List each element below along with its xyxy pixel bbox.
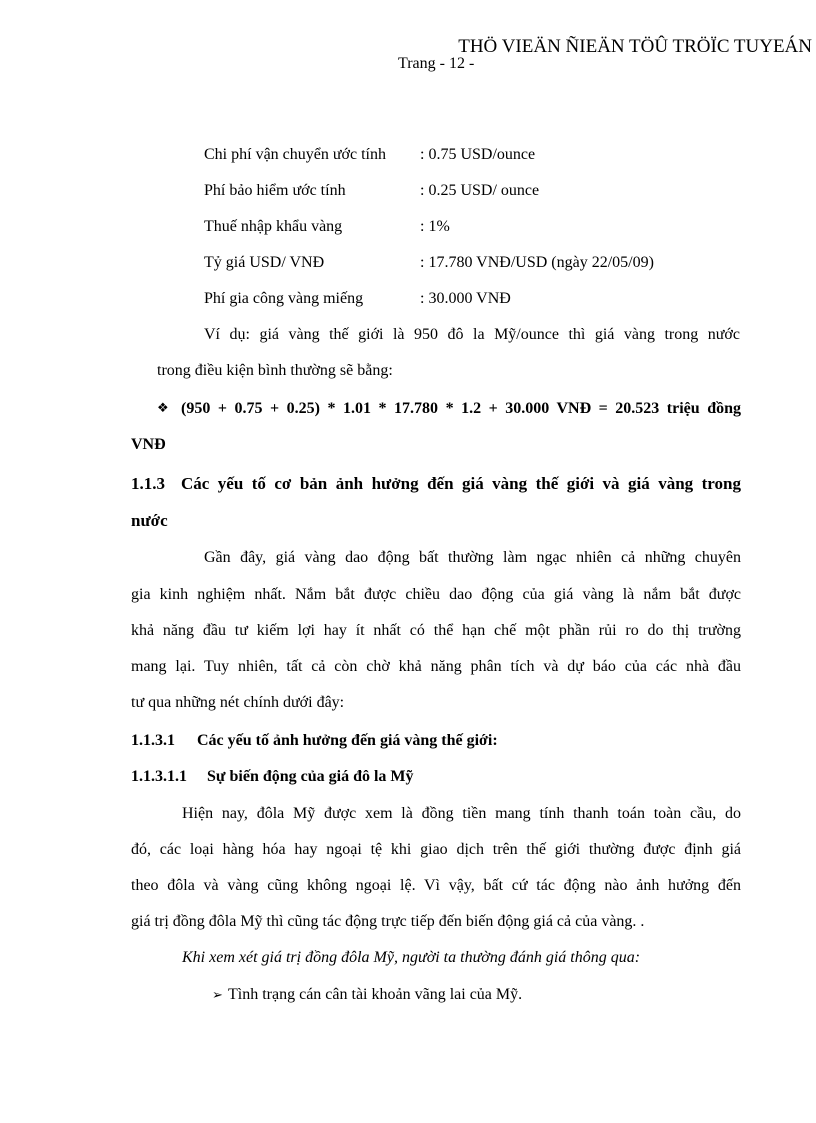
diamond-bullet-icon: ❖ [157,401,169,416]
subsection-heading [131,731,498,751]
library-header: THÖ VIEÄN ÑIEÄN TÖÛ TRÖÏC TUYEÁN [458,36,812,57]
paragraph-line: khả năng đầu tư kiếm lợi hay ít nhất có thể hạn chế một phần rủi ro do thị trường [131,622,741,639]
param-label: Phí gia công vàng miếng [204,290,364,307]
subsubsection-title: Sự biến động của giá đô la Mỹ [207,768,414,785]
param-label: Phí bảo hiểm ước tính [204,182,346,199]
param-row [204,145,535,165]
param-value: : 1% [420,218,450,235]
paragraph-line: đó, các loại hàng hóa hay ngoại tệ khi giao dịch trên thế giới thường được định giá [131,841,741,858]
example-line: Ví dụ: giá vàng thế giới là 950 đô la Mỹ/ounce thì giá vàng trong nước [204,326,740,343]
param-value: : 0.75 USD/ounce [420,146,536,163]
formula-text: (950 + 0.75 + 0.25) * 1.01 * 17.780 * 1.2 + 30.000 VNĐ = 20.523 triệu đồng [181,400,741,417]
section-heading-cont: nước [131,511,168,530]
paragraph-line: Hiện nay, đôla Mỹ được xem là đồng tiền mang tính thanh toán toàn cầu, do [182,805,741,822]
param-label: Chi phí vận chuyển ước tính [204,146,386,163]
param-row [204,289,511,309]
paragraph-line: Gần đây, giá vàng dao động bất thường làm ngạc nhiên cả những chuyên [204,549,741,566]
param-value: : 0.25 USD/ ounce [420,182,540,199]
example-line: trong điều kiện bình thường sẽ bằng: [157,362,393,379]
subsubsection-heading [131,767,414,787]
page-number: Trang - 12 - [398,55,475,72]
param-label: Thuế nhập khẩu vàng [204,218,343,235]
param-row [204,217,450,237]
param-row [204,253,654,273]
subsubsection-number: 1.1.3.1.1 [131,768,187,785]
paragraph-line: theo đôla và vàng cũng không ngoại lệ. Vì vậy, bất cứ tác động nào ảnh hưởng đến [131,877,741,894]
paragraph-line: tư qua những nét chính dưới đây: [131,694,345,711]
arrow-list-item [212,985,522,1006]
param-value: : 17.780 VNĐ/USD (ngày 22/05/09) [420,254,654,271]
param-value: : 30.000 VNĐ [420,290,511,307]
subsection-title: Các yếu tố ảnh hưởng đến giá vàng thế giới: [197,732,498,749]
arrow-bullet-icon: ➢ [212,988,223,1003]
section-title: Các yếu tố cơ bản ảnh hưởng đến giá vàng thế giới và giá vàng trong [181,474,741,493]
list-item-text: Tình trạng cán cân tài khoản vãng lai của Mỹ. [228,986,523,1003]
paragraph-line: giá trị đồng đôla Mỹ thì cũng tác động trực tiếp đến biến động giá cả của vàng. . [131,913,645,930]
param-row [204,181,539,201]
param-label: Tỷ giá USD/ VNĐ [204,254,325,271]
formula-line-cont: VNĐ [131,436,166,453]
subsection-number: 1.1.3.1 [131,732,175,749]
paragraph-line: mang lại. Tuy nhiên, tất cả còn chờ khả năng phân tích và dự báo của các nhà đầu [131,658,741,675]
section-number: 1.1.3 [131,474,165,493]
italic-line: Khi xem xét giá trị đồng đôla Mỹ, người ta thường đánh giá thông qua: [182,949,641,966]
paragraph-line: gia kinh nghiệm nhất. Nắm bắt được chiều dao động của giá vàng là nắm bắt được [131,586,741,603]
